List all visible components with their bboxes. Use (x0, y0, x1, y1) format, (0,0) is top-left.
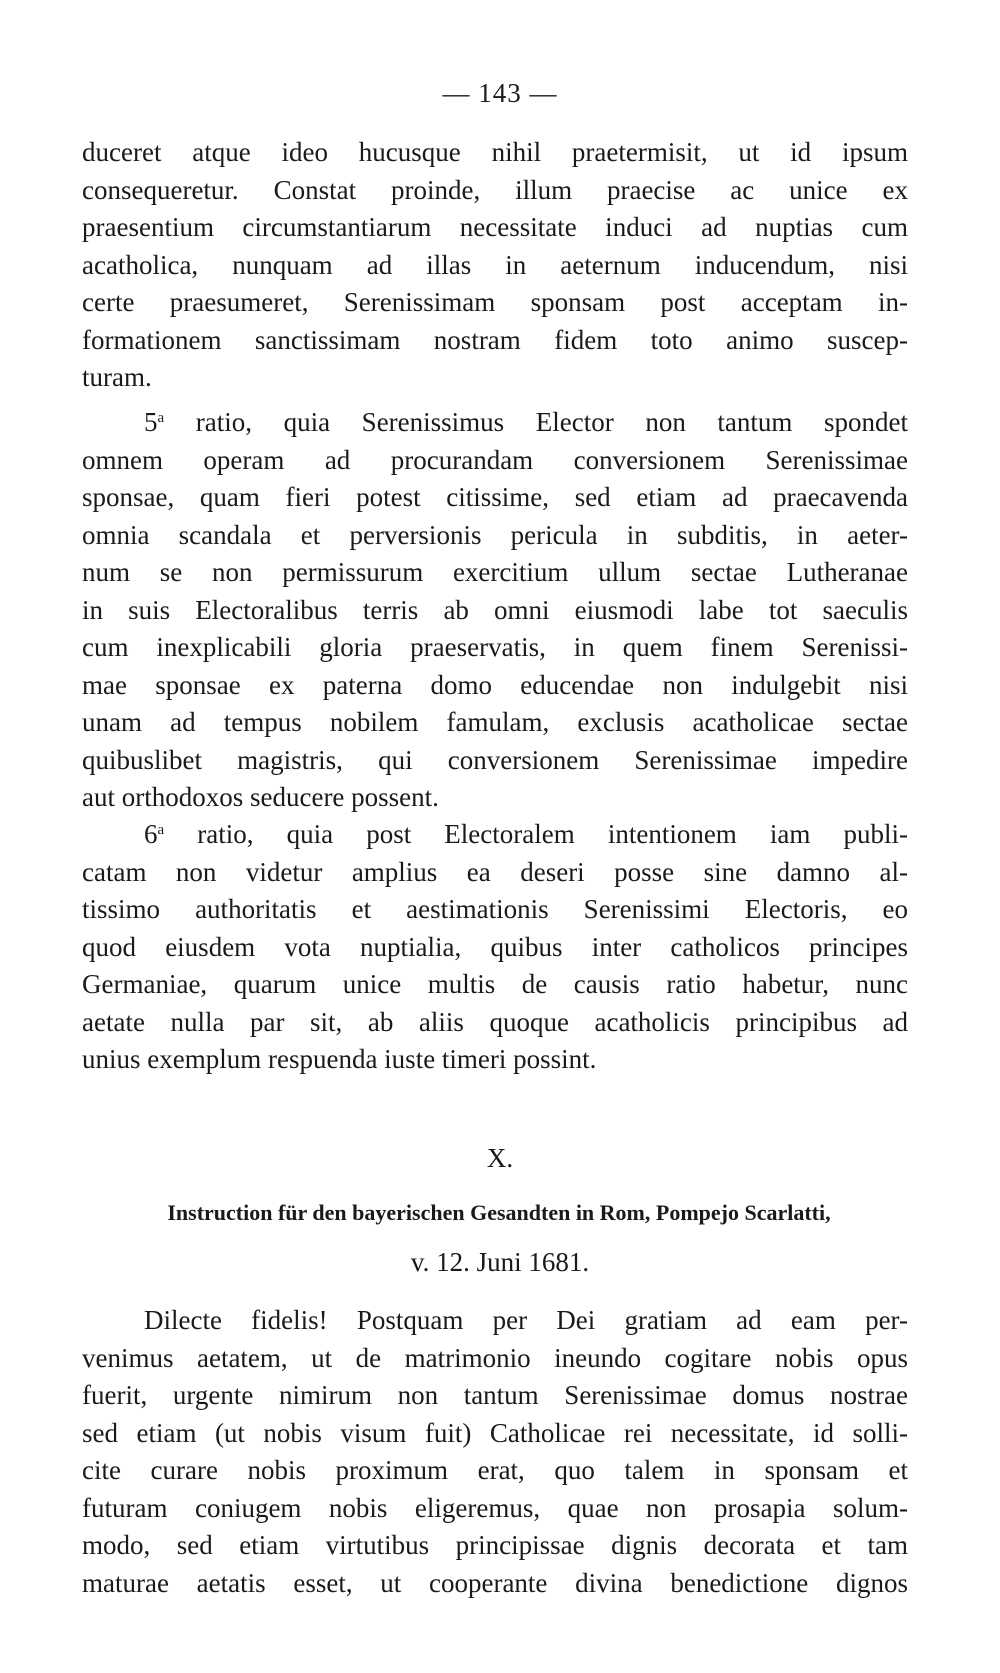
first-line-text: ratio, quia Serenissimus Elector non tantum spondet (164, 407, 908, 437)
paragraph-first-line (82, 816, 908, 854)
text-line: certe praesumeret, Serenissimam sponsam post acceptam in- (82, 287, 908, 317)
text-line: praesentium circumstantiarum necessitate induci ad nuptias cum (82, 212, 908, 242)
text-line: quibuslibet magistris, qui conversionem Serenissimae impedire (82, 744, 908, 775)
text-line: cum inexplicabili gloria praeservatis, in quem finem Serenissi- (82, 632, 908, 662)
text-line: aetate nulla par sit, ab aliis quoque acatholicis principibus ad (82, 1006, 908, 1037)
paragraph-continuation (82, 134, 908, 397)
ordinal-number: 5 (144, 407, 158, 437)
text-line: unius exemplum respuenda iuste timeri possint. (82, 1044, 597, 1074)
text-line: turam. (82, 362, 152, 392)
text-line: sed etiam (ut nobis visum fuit) Catholicae rei necessitate, id solli- (82, 1417, 908, 1448)
text-line: aut orthodoxos seducere possent. (82, 782, 439, 812)
text-line: duceret atque ideo hucusque nihil praetermisit, ut id ipsum (82, 137, 908, 167)
text-line: in suis Electoralibus terris ab omni eiusmodi labe tot saeculis (82, 594, 908, 625)
text-line: futuram coniugem nobis eligeremus, quae non prosapia solum- (82, 1492, 908, 1523)
ordinal-number: 6 (144, 819, 158, 849)
text-line: catam non videtur amplius ea deseri posse sine damno al- (82, 856, 908, 887)
text-line: maturae aetatis esset, ut cooperante divina benedictione dignos (82, 1567, 908, 1598)
paragraph-ratio-5 (82, 404, 908, 817)
text-line: sponsae, quam fieri potest citissime, sed etiam ad praecavenda (82, 482, 908, 512)
text-line: unam ad tempus nobilem famulam, exclusis acatholicae sectae (82, 707, 908, 737)
paragraph-letter (82, 1302, 908, 1602)
text-line: consequeretur. Constat proinde, illum praecise ac unice ex (82, 174, 908, 205)
text-line: quod eiusdem vota nuptialia, quibus inter catholicos principes (82, 931, 908, 962)
paragraph-ratio-6 (82, 816, 908, 1079)
text-line: Germaniae, quarum unice multis de causis ratio habetur, nunc (82, 969, 908, 999)
document-title: Instruction für den bayerischen Gesandten in Rom, Pompejo Scarlatti, (167, 1200, 831, 1225)
text-line: omnia scandala et perversionis pericula in subditis, in aeter- (82, 519, 908, 550)
text-line: num se non permissurum exercitium ullum sectae Lutheranae (82, 557, 908, 587)
page-number: — 143 — (442, 78, 558, 108)
text-line: venimus aetatem, ut de matrimonio ineundo cogitare nobis opus (82, 1342, 908, 1373)
first-line-text: ratio, quia post Electoralem intentionem iam publi- (164, 819, 908, 849)
paragraph-first-line: Dilecte fidelis! Postquam per Dei gratiam ad eam per- (144, 1305, 908, 1335)
text-line: omnem operam ad procurandam conversionem Serenissimae (82, 444, 908, 475)
text-line: fuerit, urgente nimirum non tantum Serenissimae domus nostrae (82, 1380, 908, 1410)
text-line: formationem sanctissimam nostram fidem toto animo suscep- (82, 324, 908, 355)
text-line: acatholica, nunquam ad illas in aeternum inducendum, nisi (82, 249, 908, 280)
paragraph-first-line (82, 404, 908, 442)
section-numeral: X. (486, 1143, 514, 1173)
text-line: modo, sed etiam virtutibus principissae dignis decorata et tam (82, 1530, 908, 1560)
text-line: tissimo authoritatis et aestimationis Serenissimi Electoris, eo (82, 894, 908, 924)
text-line: cite curare nobis proximum erat, quo talem in sponsam et (82, 1455, 908, 1485)
document-date: v. 12. Juni 1681. (410, 1247, 590, 1277)
text-line: mae sponsae ex paterna domo educendae non indulgebit nisi (82, 669, 908, 700)
ordinal-suffix: a (157, 410, 165, 426)
ordinal-suffix: a (157, 822, 165, 838)
